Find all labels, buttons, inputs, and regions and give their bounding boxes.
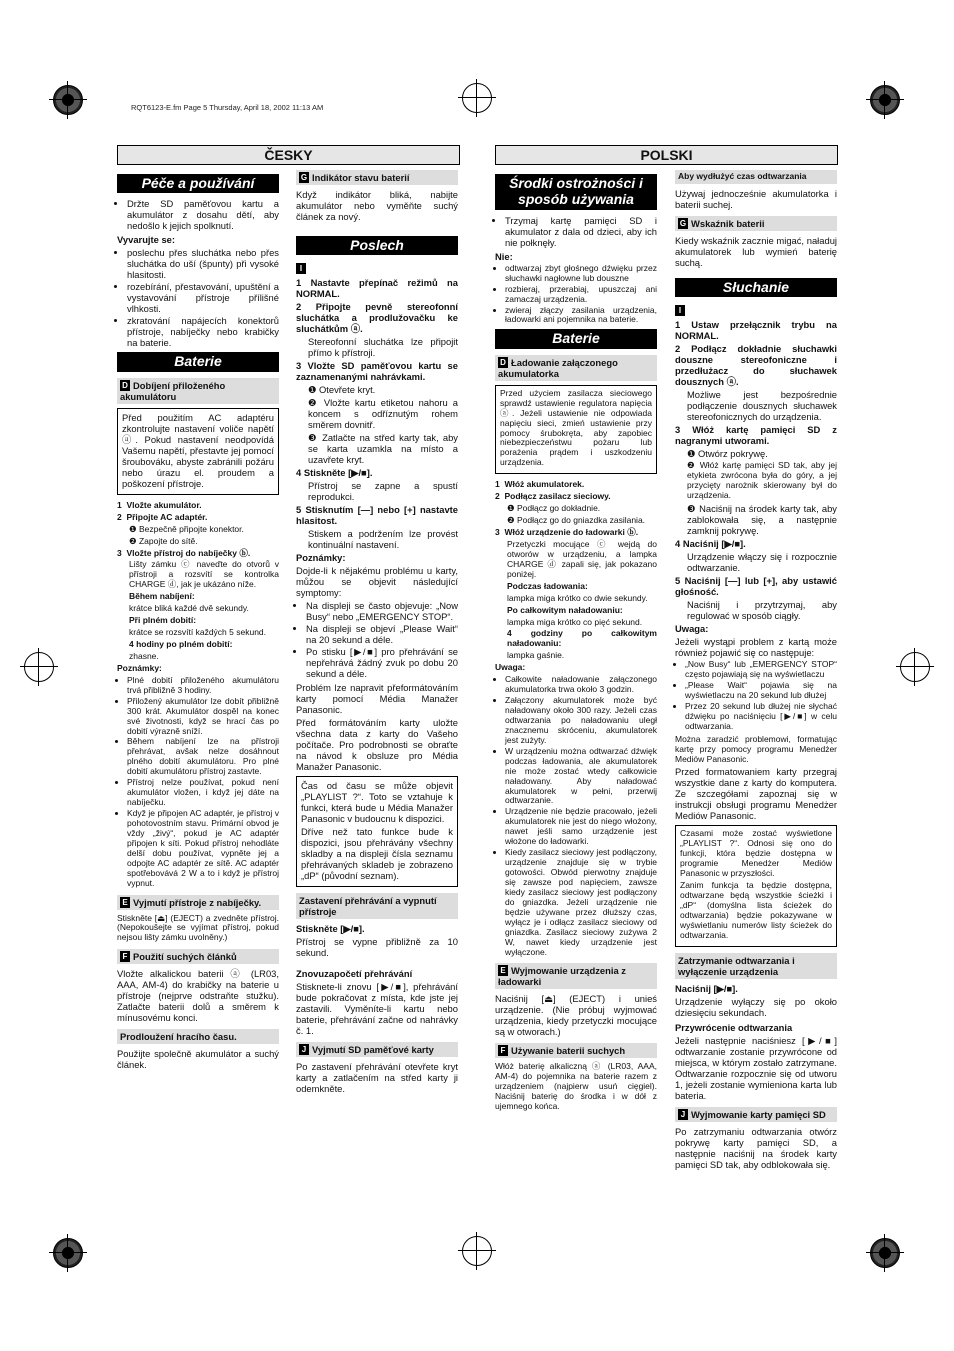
listen-step-5-text: Stiskem a podržením lze provést kontinuální nastavení. [308,528,458,551]
crosshair-icon [458,1232,496,1270]
list-item: • poslechu přes sluchátka nebo přes sluchátka do uší (špunty) při vysoké hlasitosti. [127,247,279,280]
format-fix-text: Problém lze napravit přeformátováním karty pomocí Média Manažer Panasonic. [296,682,458,716]
avoid-list [117,247,279,348]
format-fix-text: Można zaradzić problemowi, formatując kartę przy pomocy programu Menedżer Mediów Panasonic. [675,733,837,764]
list-item: • zwieraj złączy zasilania urządzenia, ładowarki ani pojemnika na baterie. [505,306,657,326]
listening-key [675,305,837,316]
during-label: Podczas ładowania: [507,580,588,591]
listen-step-4: 4 Naciśnij [▶/■]. [675,538,746,550]
step-3-text: Lišty zámku ⓒ naveďte do otvorů v přístroji a rozsvítí se kontrolka CHARGE ⓓ, jak je ukázáno níže. [129,559,279,590]
step-1: 1 Włóż akumulatorek. [495,479,585,490]
during-text: lampka miga krótko co dwie sekundy. [507,592,648,603]
registration-mark-icon [866,1234,904,1272]
listen-step-3a: ❶ Otwórz pokrywę. [687,448,768,460]
section-key: F [498,1045,508,1056]
listen-step-4: 4 Stiskněte [▶/■]. [296,467,373,479]
list-item: • zkratování napájecích konektorů přístroje, nabíječky nebo krabičky na baterie. [127,315,279,348]
listen-notes-list [675,660,837,732]
czech-column-right [296,170,458,1096]
care-title: Péče a používání [117,174,279,193]
step-3-text: Przetyczki mocujące ⓒ wejdą do otworów w urządzeniu, a lampka CHARGE ⓓ zapali się, jak pokazano poniżej. [507,538,657,579]
listen-step-3: 3 Włóż kartę pamięci SD z nagranymi utworami. [675,424,837,447]
list-item: • W urządzeniu można odtwarzać dźwięk podczas ładowania, ale akumulatorek nie może zostać wtedy całkowicie naładowany. Aby naładować akumulatorek w pełni, przerwij odtwarzanie. [505,747,657,807]
listen-step-1: 1 Nastavte přepínač režimů na NORMAL. [296,277,458,300]
section-key: F [120,951,130,962]
crosshair-icon [458,79,496,117]
list-item: • „Now Busy“ lub „EMERGENCY STOP“ często pojawiają się na wyświetlaczu [685,660,837,680]
listen-notes-label: Uwaga: [675,623,709,635]
dry-cell-heading: F Použití suchých článků [117,949,279,964]
listen-step-5-text: Naciśnij i przytrzymaj, aby regulować w sposób ciągły. [687,599,837,622]
list-item: • Během nabíjení lze na přístroji přehrávat, avšak nelze dosáhnout plného dobití akumulátoru. Pro plné dobití akumulátoru přístroj zastavte. [127,737,279,777]
format-fix-text-2: Przed formatowaniem karty przegraj wszystkie dane z karty do komputera. Ze szczegółami zapoznaj się w instrukcji obsługi programu Menedżer Mediów Panasonic. [675,766,837,822]
list-item: • Przez 20 sekund lub dłużej nie słychać dźwięku po naciśnięciu [▶/■] w celu odtwarzania. [685,702,837,732]
section-key: E [498,965,508,976]
section-key: I [296,263,306,274]
registration-mark-icon [49,1234,87,1272]
list-item: • Na displeji se často objevuje: „Now Busy“ nebo „EMERGENCY STOP“. [306,600,458,622]
battery-indicator-text: Když indikátor bliká, nabijte akumulátor nebo vyměňte suchý článek za nový. [296,189,458,222]
polish-language-header: POLSKI [495,145,838,165]
extend-heading: Prodloužení hracího času. [117,1029,279,1044]
listen-step-2-text: Stereofonní sluchátka lze připojit přímo k přístroji. [308,336,458,359]
stop-heading: Zastavení přehrávání a vypnutí přístroje [296,893,458,919]
crosshair-icon [896,648,934,686]
four-hours-text: zhasne. [129,650,159,661]
section-key: G [679,218,687,228]
eject-heading: E Wyjmowanie urządzenia z ładowarki [495,963,657,989]
during-text: krátce bliká každé dvě sekundy. [129,603,249,614]
extend-text: Použijte společně akumulátor a suchý článek. [117,1048,279,1071]
four-hours-text: lampka gaśnie. [507,650,565,661]
file-header: RQT6123-E.fm Page 5 Thursday, April 18, 2002 11:13 AM [131,103,324,112]
list-item: • odtwarzaj zbyt głośnego dźwięku przez słuchawki nagłowne lub douszne [505,264,657,284]
full-label: Při plném dobití: [129,615,197,626]
stop-text: Urządzenie wyłączy się po około dziesięciu sekundach. [675,995,837,1018]
step-3: 3 Włóż urządzenie do ładowarki ⓑ. [495,527,639,537]
notes-list [495,675,657,957]
list-item: • Plné dobití přiloženého akumulátoru trvá přibližně 3 hodiny. [127,676,279,696]
listen-step-5: 5 Stisknutím [—] nebo [+] nastavte hlasitost. [296,504,458,527]
list-item: • Załączony akumulatorek może być naładowany około 300 razy. Jeżeli czas odtwarzania po naładowaniu uległ znacznemu skróceniu, akumulatorek jest zużyty. [505,696,657,746]
avoid-label: Vyvarujte se: [117,234,176,246]
battery-title: Baterie [495,329,657,348]
listen-step-4-text: Urządzenie włączy się i rozpocznie odtwarzanie. [687,551,837,574]
care-title: Środki ostrożności i sposób używania [495,174,657,210]
during-label: Během nabíjení: [129,591,195,602]
listen-notes-intro: Dojde-li k nějakému problému u karty, můžou se objevit následující symptomy: [296,565,458,599]
stop-key: Stiskněte [▶/■]. [296,923,365,935]
resume-heading: Przywrócenie odtwarzania [675,1021,793,1033]
list-item: • Urządzenie nie będzie pracowało, jeżeli akumulatorek nie jest do niego włożony, nawet jeśli samo urządzenie jest włożone do ładowarki. [505,807,657,847]
list-item: • Trzymaj kartę pamięci SD i akumulator z dala od dzieci, aby ich nie połknęły. [505,215,657,248]
care-list [495,215,657,248]
step-2: 2 Připojte AC adaptér. [117,511,208,522]
dry-cell-heading: F Używanie baterii suchych [495,1043,657,1058]
resume-text: Stisknete-li znovu [▶/■], přehrávání bude pokračovat z místa, kde jste jej zastavili. Vyměníte-li kartu nebo baterie, přehrávání začne od nahrávky č. 1. [296,981,458,1037]
resume-text: Jeżeli następnie naciśniesz [▶/■] odtwarzanie zostanie przywrócone od miejsca, w którym zostało zatrzymane. Odtwarzanie rozpocznie się od utworu 1, jeżeli zostanie wymieniona karta lub bateria. [675,1034,837,1101]
voltage-warning-box: Před použitím AC adaptéru zkontrolujte nastavení voliče napětí ⓐ. Pokud nastavení neodpovídá Vašemu napětí, přestavte jej pomocí šroubováku, abyste zabránili požáru nebo úrazu el. proudem a poškození přístroje. [117,408,279,495]
listening-key [296,263,458,274]
step-3: 3 Vložte přístroj do nabíječky ⓑ. [117,547,251,558]
resume-heading: Znovuzapočetí přehrávání [296,968,413,980]
full-text: lampka miga krótko co pięć sekund. [507,616,643,627]
stop-key: Naciśnij [▶/■]. [675,982,738,994]
format-fix-text-2: Před formátováním karty uložte všechna data z karty do Vašeho počítače. Pro podrobnosti se obraťte na návod k obsluze pro Média Manažer Panasonic. [296,717,458,773]
listen-notes-list [296,600,458,679]
four-hours-label: 4 godziny po całkowitym naładowaniu: [507,628,657,649]
listening-title: Poslech [296,236,458,255]
notes-list [117,676,279,889]
step-2a: ❶ Bezpečně připojte konektor. [129,523,244,534]
registration-mark-icon [866,81,904,119]
section-key: G [300,173,308,182]
full-label: Po całkowitym naładowaniu: [507,604,623,615]
listen-step-1: 1 Ustaw przełącznik trybu na NORMAL. [675,319,837,342]
dry-cell-text: Włóż baterię alkaliczną ⓐ (LR03, AAA, AM-4) do pojemnika na baterie razem z urządzeniem (najpierw usuń cięgiel). Naciśnij baterię do środka i w dół z ujemnego końca. [495,1061,657,1112]
eject-heading: E Vyjmutí přístroje z nabíječky. [117,895,279,910]
notes-label: Poznámky: [117,662,162,673]
section-key: D [498,357,508,368]
listen-step-5: 5 Naciśnij [—] lub [+], aby ustawić głośność. [675,575,837,598]
extend-heading: Aby wydłużyć czas odtwarzania [675,170,837,184]
playlist-note-box: Czasami może zostać wyświetlone „PLAYLIST ?“. Odnosi się ono do funkcji, która będzie dostępna w programie Menedżer Mediów Panasonic w przyszłości. Zanim funkcja ta będzie dostępna, odtwarzane będą wszystkie ścieżki i „dP“ (domyślna lista ścieżek do odtwarzania) będzie pokazywane w wyświetlaniu numerów listy ścieżek do odtwarzania. [675,825,837,946]
step-1: 1 Vložte akumulátor. [117,499,202,510]
step-2: 2 Podłącz zasilacz sieciowy. [495,491,611,502]
list-item: • Całkowite naładowanie załączonego akumulatorka trwa około 3 godzin. [505,675,657,695]
care-list [117,198,279,231]
listen-notes-label: Poznámky: [296,552,346,564]
listen-step-3c: ❸ Naciśnij na środek karty tak, aby zablokowała się, a następnie zamknij pokrywę. [687,503,837,537]
battery-indicator-heading: G Wskaźnik baterii [675,216,837,231]
no-list [495,264,657,326]
eject-text: Stiskněte [⏏] (EJECT) a zvedněte přístroj. (Nepokoušejte se vyjímat přístroj, pokud nejsou lišty zámku uvolněny.) [117,912,279,943]
czech-column-left [117,170,279,1072]
section-key: I [675,305,685,316]
listen-step-2-text: Możliwe jest bezpośrednie podłączenie dousznych słuchawek stereofonicznych do urządzenia. [687,389,837,423]
stop-heading: Zatrzymanie odtwarzania i wyłączenie urządzenia [675,953,837,979]
listen-step-3a: ❶ Otevřete kryt. [308,384,376,396]
listening-title: Słuchanie [675,278,837,297]
battery-indicator-text: Kiedy wskaźnik zacznie migać, naładuj akumulatorek lub wymień baterię suchą. [675,234,837,268]
sd-eject-heading: J Vyjmutí SD paměťové karty [296,1042,458,1057]
section-key: D [120,380,130,391]
charging-heading: D Dobíjení přiloženého akumulátoru [117,378,279,404]
czech-language-header: ČESKY [117,145,460,165]
step-2a: ❶ Podłącz go dokładnie. [507,503,601,514]
sd-eject-heading: J Wyjmowanie karty pamięci SD [675,1107,837,1122]
listen-notes-intro: Jeżeli wystąpi problem z kartą może również pojawić się co następuje: [675,636,837,659]
registration-mark-icon [49,81,87,119]
list-item: • rozebírání, přestavování, upuštění a vystavování přístroje přílišné vlhkosti. [127,281,279,314]
list-item: • Na displeji se objeví „Please Wait“ na 20 sekund a déle. [306,623,458,645]
sd-eject-text: Po zastavení přehrávání otevřete kryt karty a zatlačením na střed karty ji odemkněte. [296,1061,458,1095]
eject-text: Naciśnij [⏏] (EJECT) i unieś urządzenie. (Nie próbuj wyjmować urządzenia, kiedy przetyczki mocujące są w otworach.) [495,993,657,1038]
section-key: E [120,897,130,908]
listen-step-2: 2 Podłącz dokładnie słuchawki douszne stereofoniczne i przedłużacz do słuchawek dousznych ⓐ. [675,343,837,388]
full-text: krátce se rozsvítí každých 5 sekund. [129,627,267,638]
list-item: • rozbieraj, przerabiaj, upuszczaj ani zamaczaj urządzenia. [505,285,657,305]
step-2b: ❷ Zapojte do sítě. [129,535,198,546]
listen-step-4-text: Přístroj se zapne a spustí reprodukci. [308,480,458,503]
polish-column-right [675,170,837,1172]
listen-step-3b: ❷ Włóż kartę pamięci SD tak, aby jej etykieta zwrócona była do góry, a jej przycięty narożnik skierowany był do urządzenia. [687,460,837,501]
crosshair-icon [20,648,58,686]
list-item: • Držte SD paměťovou kartu a akumulátor z dosahu dětí, aby nedošlo k jejich spolknutí. [127,198,279,231]
notes-label: Uwaga: [495,662,526,673]
battery-title: Baterie [117,352,279,371]
voltage-warning-box: Przed użyciem zasilacza sieciowego sprawdź ustawienie regulatora napięcia ⓐ. Jeżeli ustawienie nie odpowiada napięciu sieci, zmień ustawienie przy pomocy śrubokręta, aby zapobiec niebezpieczeństwu pożaru lub porażenia prądem i uszkodzeniu urządzenia. [495,385,657,475]
section-key: J [299,1044,309,1055]
listen-step-3c: ❸ Zatlačte na střed karty tak, aby se karta uzamkla na místo a uzavřete kryt. [308,432,458,466]
dry-cell-text: Vložte alkalickou baterii ⓐ (LR03, AAA, AM-4) do krabičky na baterie u přístroje (nejprve odstraňte stužku). Zatlačte baterii dolů a směrem k mínusovému konci. [117,968,279,1024]
no-label: Nie: [495,250,513,262]
playlist-note-box: Čas od času se může objevit „PLAYLIST ?“. Toto se vztahuje k funkci, která bude u Média Manažer Panasonic v budoucnu k dispozici. Dříve než tato funkce bude k dispozici, jsou přehrávány všechny skladby a na displeji čísla seznamu přehrávaných skladeb je zobrazeno „dP“ (původní seznam). [296,776,458,887]
listen-step-3: 3 Vložte SD paměťovou kartu se zaznamenanými nahrávkami. [296,360,458,383]
section-key: J [678,1109,688,1120]
listen-step-3b: ❷ Vložte kartu etiketou nahoru a koncem s odříznutým rohem směrem dovnitř. [308,397,458,431]
stop-text: Přístroj se vypne přibližně za 10 sekund. [296,936,458,959]
extend-text: Używaj jednocześnie akumulatorka i baterii suchej. [675,187,837,210]
charging-heading: D Ładowanie załączonego akumulatorka [495,355,657,381]
list-item: • Přiložený akumulátor lze dobít přibližně 300 krát. Akumulátor dospěl na konec své životnosti, když se hrací čas po dobití výrazně sníží. [127,697,279,737]
step-2b: ❷ Podłącz go do gniazdka zasilania. [507,515,646,526]
list-item: • „Please Wait“ pojawia się na wyświetlaczu na 20 sekund lub dłużej [685,681,837,701]
four-hours-label: 4 hodiny po plném dobití: [129,639,233,649]
list-item: • Kiedy zasilacz sieciowy jest podłączony, urządzenie znajduje się w trybie gotowości. Obwód pierwotny znajduje się zawsze pod napięciem, zawsze kiedy zasilacz sieciowy jest podłączony do gniazdka. Jeżeli urządzenie nie będzie używane przez dłuższy czas, wyłącz je i odłącz zasilacz sieciowy od gniazdka. Zasilacz sieciowy zużywa 2 W, nawet kiedy urządzenie jest wyłączone. [505,848,657,957]
list-item: • Po stisku [▶/■] pro přehrávání se nepřehrává žádný zvuk po dobu 20 sekund a déle. [306,646,458,679]
polish-column-left [495,170,657,1114]
list-item: • Přístroj nelze používat, pokud není akumulátor vložen, i když jej dáte na nabíječku. [127,778,279,808]
list-item: • Když je připojen AC adaptér, je přístroj v pohotovostním stavu. Primární obvod je vždy „živý“, pokud je AC adaptér připojen k síti. Pokud přístroj nehodláte delší dobu používat, vypněte jej a odpojte AC adaptér ze sítě. AC adaptér spotřebovává 2 W a to i když je přístroj vypnut. [127,809,279,889]
battery-indicator-heading: G Indikátor stavu baterií [296,170,458,185]
listen-step-2: 2 Připojte pevně stereofonní sluchátka a prodlužovačku ke sluchátkům ⓐ. [296,301,458,335]
sd-eject-text: Po zatrzymaniu odtwarzania otwórz pokrywę karty pamięci SD, a następnie naciśnij na środek karty pamięci SD tak, aby odblokowała się. [675,1125,837,1170]
